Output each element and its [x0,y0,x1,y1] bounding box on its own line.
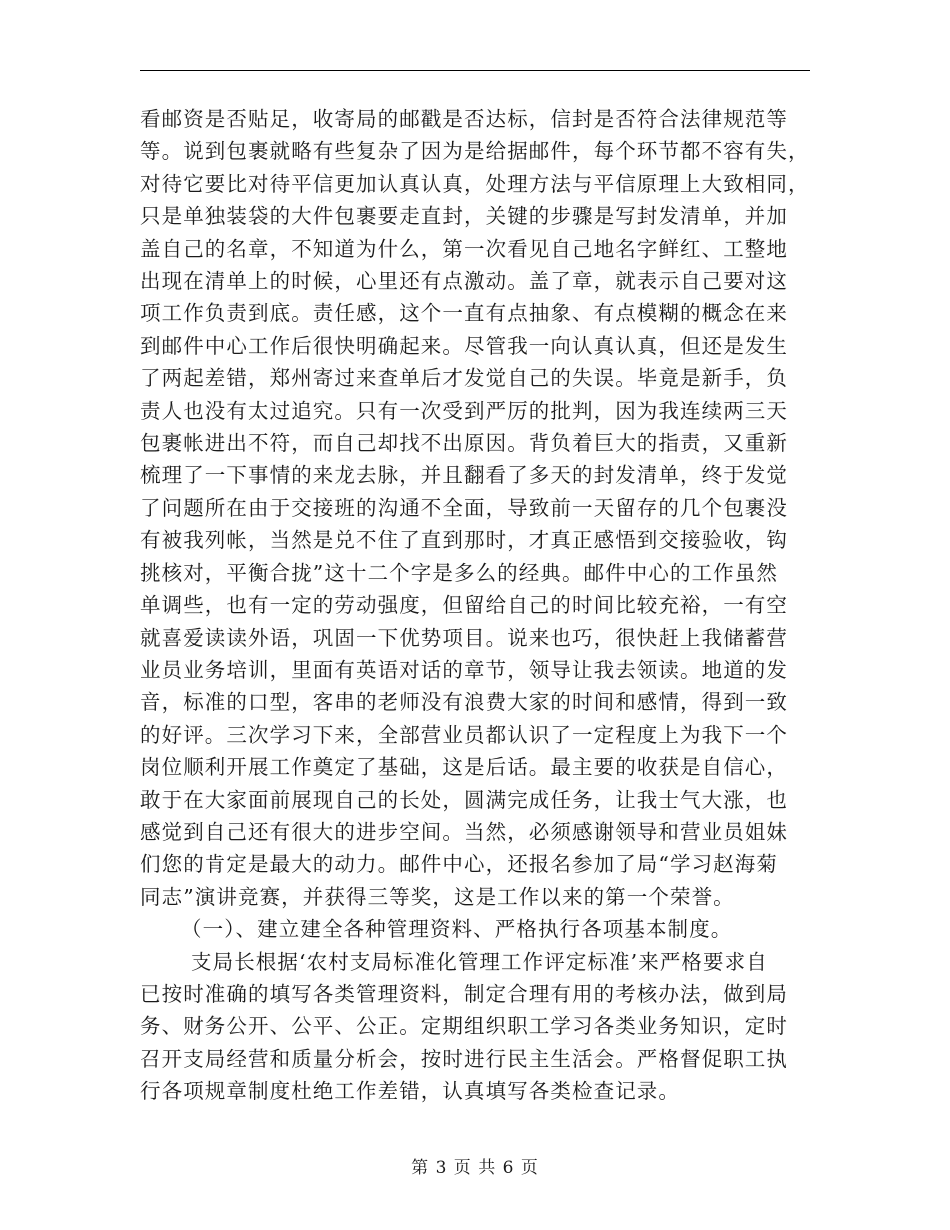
text-line: 行各项规章制度杜绝工作差错，认真填写各类检查记录。 [140,1079,680,1104]
text-line: 单调些，也有一定的劳动强度，但留给自己的时间比较充裕，一有空 [140,593,788,618]
text-line: 音，标准的口型，客串的老师没有浪费大家的时间和感情，得到一致 [140,690,788,715]
page-number-footer: 第 3 页 共 6 页 [411,1158,539,1178]
header-rule [140,70,810,71]
text-line: 盖自己的名章，不知道为什么，第一次看见自己地名字鲜红、工整地 [140,236,788,261]
text-line: 的好评。三次学习下来，全部营业员都认识了一定程度上为我下一个 [140,722,788,747]
text-line: 已按时准确的填写各类管理资料，制定合理有用的考核办法，做到局 [140,981,788,1006]
text-line: 对待它要比对待平信更加认真认真，处理方法与平信原理上大致相同， [140,171,810,196]
text-line: 岗位顺利开展工作奠定了基础，这是后话。最主要的收获是自信心， [140,755,788,780]
text-line: 等。说到包裹就略有些复杂了因为是给据邮件，每个环节都不容有失， [140,139,810,164]
text-line: 项工作负责到底。责任感，这个一直有点抽象、有点模糊的概念在来 [140,301,788,326]
text-line: 就喜爱读读外语，巩固一下优势项目。说来也巧，很快赶上我储蓄营 [140,625,788,650]
text-line: 有被我列帐，当然是兑不住了直到那时，才真正感悟到交接验收，钩 [140,528,788,553]
text-line: 包裹帐进出不符，而自己却找不出原因。背负着巨大的指责，又重新 [140,431,788,456]
paragraph-1 [140,103,810,913]
text-line: 敢于在大家面前展现自己的长处，圆满完成任务，让我士气大涨，也 [140,787,788,812]
text-line: 挑核对，平衡合拢”这十二个字是多么的经典。邮件中心的工作虽然 [140,560,778,585]
paragraph-2 [140,946,810,1108]
text-line: 支局长根据‘农村支局标准化管理工作评定标准’来严格要求自 [191,949,768,974]
text-line: 到邮件中心工作后很快明确起来。尽管我一向认真认真，但还是发生 [140,333,788,358]
text-line: 出现在清单上的时候，心里还有点激动。盖了章，就表示自己要对这 [140,269,788,294]
document-body [140,103,810,1108]
text-line: 业员业务培训，里面有英语对话的章节，领导让我去领读。地道的发 [140,657,788,682]
text-line: 只是单独装袋的大件包裹要走直封，关键的步骤是写封发清单，并加 [140,204,788,229]
section-heading [140,913,810,945]
text-line: 同志”演讲竞赛，并获得三等奖，这是工作以来的第一个荣誉。 [140,884,735,909]
text-line: 们您的肯定是最大的动力。邮件中心，还报名参加了局“学习赵海菊 [140,852,778,877]
text-line: 感觉到自己还有很大的进步空间。当然，必须感谢领导和营业员姐妹 [140,819,788,844]
text-line: 务、财务公开、公平、公正。定期组织职工学习各类业务知识，定时 [140,1014,788,1039]
text-line: 责人也没有太过追究。只有一次受到严厉的批判，因为我连续两三天 [140,398,788,423]
text-line: 了两起差错，郑州寄过来查单后才发觉自己的失误。毕竟是新手，负 [140,366,788,391]
text-line: 梳理了一下事情的来龙去脉，并且翻看了多天的封发清单，终于发觉 [140,463,788,488]
text-line: 召开支局经营和质量分析会，按时进行民主生活会。严格督促职工执 [140,1046,788,1071]
text-line: 了问题所在由于交接班的沟通不全面，导致前一天留存的几个包裹没 [140,495,788,520]
text-line: 看邮资是否贴足，收寄局的邮戳是否达标，信封是否符合法律规范等 [140,107,788,131]
section-heading-text: （一）、建立建全各种管理资料、严格执行各项基本制度。 [181,917,733,942]
